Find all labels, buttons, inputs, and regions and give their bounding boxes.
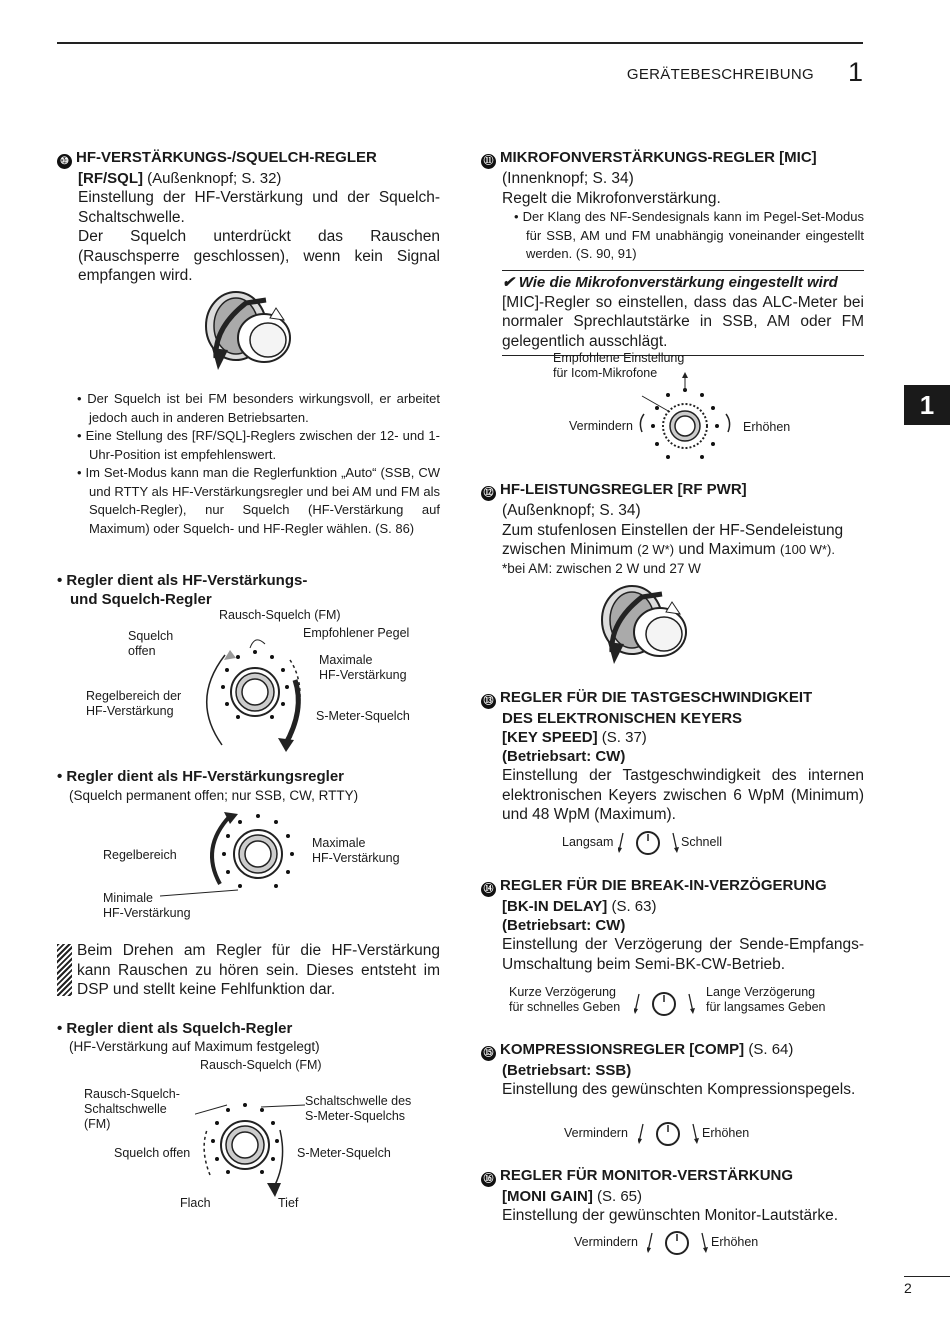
chapter-number: 1	[848, 57, 864, 87]
label-schaltschwelle: Schaltschwelle des S-Meter-Squelchs	[305, 1094, 412, 1123]
section-13-body: Einstellung der Tastgeschwindigkeit des internen elektronischen Keyers zwischen 6 WpM (Minimum) und 48 WpM (Maximum).	[502, 767, 864, 823]
section-10-subtitle: [RF/SQL] (Außenknopf; S. 32)	[78, 170, 282, 187]
paragraph: Der Squelch unterdrückt das Rauschen (Rauschsperre geschlossen), wenn kein Signal empfangen wird.	[78, 228, 440, 284]
label-regelbereich: Regelbereich der HF-Verstärkung	[86, 689, 182, 718]
key-speed-knob	[618, 829, 680, 857]
header-rule	[57, 42, 863, 44]
section-13-title3: [KEY SPEED] (S. 37)	[502, 729, 647, 746]
diagram3-heading: • Regler dient als Squelch-Regler	[57, 1020, 293, 1037]
section-12	[481, 480, 864, 578]
howto-title: ✔ Wie die Mikrofonverstärkung eingestellt wird	[502, 273, 838, 291]
page-number: 2	[904, 1280, 912, 1296]
bullet-item: • Eine Stellung des [RF/SQL]-Reglers zwischen der 12- und 1-Uhr-Position ist empfehlenswert.	[77, 428, 440, 462]
label-empfohlener-pegel: Empfohlener Pegel	[303, 626, 410, 640]
bk-in-delay-knob	[634, 990, 696, 1018]
section-14-mode: (Betriebsart: CW)	[502, 917, 626, 934]
label-schnell: Schnell	[681, 835, 722, 849]
label-regelbereich: Regelbereich	[103, 848, 177, 862]
section-12-sub: (Außenknopf; S. 34)	[502, 502, 641, 519]
label-erhoehen: Erhöhen	[743, 420, 791, 434]
section-16-title2: [MONI GAIN] (S. 65)	[502, 1188, 643, 1205]
label-rausch-squelch: Rausch-Squelch (FM)	[219, 608, 341, 622]
bullet-item: • Der Squelch ist bei FM besonders wirkungsvoll, er arbeitet jedoch auch in anderen Betriebsarten.	[77, 391, 440, 425]
knob-diagram-3	[195, 1075, 305, 1200]
label-flach: Flach	[180, 1196, 211, 1210]
howto-box	[502, 270, 864, 357]
page-rule	[904, 1276, 950, 1277]
rf-pwr-knob-illustration	[592, 582, 702, 672]
label-maximale: Maximale HF-Verstärkung	[319, 653, 407, 682]
label-squelch-offen: Squelch offen	[114, 1146, 191, 1160]
label-erhoehen: Erhöhen	[702, 1126, 750, 1140]
label-rausch-schwelle: Rausch-Squelch- Schaltschwelle (FM)	[84, 1087, 180, 1131]
label-kurze: Kurze Verzögerung für schnelles Geben	[509, 985, 621, 1014]
knob-diagram-2	[160, 808, 310, 908]
label-erhoehen: Erhöhen	[711, 1235, 759, 1249]
section-12-body2: zwischen Minimum (2 W*) und Maximum (100 W*).	[502, 541, 835, 558]
comp-knob	[638, 1120, 700, 1148]
section-title: GERÄTEBESCHREIBUNG	[626, 66, 814, 83]
number-badge: ⑯	[481, 1172, 496, 1187]
diagram3-sub: (HF-Verstärkung auf Maximum festgelegt)	[69, 1039, 320, 1054]
section-10	[57, 148, 440, 286]
section-11	[481, 148, 864, 356]
label-vermindern: Vermindern	[574, 1235, 638, 1249]
section-16	[481, 1166, 864, 1226]
section-12-title: ⑫ HF-LEISTUNGSREGLER [RF PWR]	[481, 480, 864, 501]
section-11-title: ⑪ MIKROFONVERSTÄRKUNGS-REGLER [MIC]	[481, 148, 864, 169]
label-langsam: Langsam	[562, 835, 614, 849]
label-s-meter-squelch: S-Meter-Squelch	[297, 1146, 391, 1160]
note-text: Beim Drehen am Regler für die HF-Verstärkung kann Rauschen zu hören sein. Dieses entsteht im DSP und stellt keine Fehlfunktion dar.	[77, 942, 440, 998]
number-badge: ⑬	[481, 694, 496, 709]
label-tief: Tief	[278, 1196, 299, 1210]
section-12-body1: Zum stufenlosen Einstellen der HF-Sendeleistung	[502, 521, 844, 539]
section-10-body	[57, 188, 440, 286]
number-badge: ⑭	[481, 882, 496, 897]
label-empfohlene: Empfohlene Einstellung für Icom-Mikrofone	[553, 351, 685, 380]
label-vermindern: Vermindern	[564, 1126, 628, 1140]
section-14	[481, 876, 864, 974]
label-maximale: Maximale HF-Verstärkung	[312, 836, 400, 865]
section-13-title2: DES ELEKTRONISCHEN KEYERS	[502, 710, 743, 727]
section-15-body: Einstellung des gewünschten Kompressionspegels.	[502, 1081, 856, 1098]
diagram2-sub: (Squelch permanent offen; nur SSB, CW, RTTY)	[69, 788, 359, 803]
number-badge: ⑪	[481, 154, 496, 169]
label-vermindern: Vermindern	[569, 419, 633, 433]
section-14-title: ⑭ REGLER FÜR DIE BREAK-IN-VERZÖGERUNG	[481, 876, 864, 897]
moni-gain-knob	[647, 1229, 709, 1257]
diagram1-heading: • Regler dient als HF-Verstärkungs- und Squelch-Regler	[57, 572, 308, 608]
section-14-body: Einstellung der Verzögerung der Sende-Empfangs-Umschaltung beim Semi-BK-CW-Betrieb.	[502, 936, 864, 973]
label-lange: Lange Verzögerung für langsames Geben	[706, 985, 826, 1014]
section-16-title: ⑯ REGLER FÜR MONITOR-VERSTÄRKUNG	[481, 1166, 864, 1187]
howto-body: [MIC]-Regler so einstellen, dass das ALC-Meter bei normaler Sprechlautstärke in SSB, AM oder FM gelegentlich ausschlägt.	[502, 293, 864, 350]
section-11-sub: (Innenknopf; S. 34)	[502, 170, 634, 187]
label-s-meter-squelch: S-Meter-Squelch	[316, 709, 410, 723]
section-10-title: ⑩ HF-VERSTÄRKUNGS-/SQUELCH-REGLER	[57, 148, 440, 169]
mic-knob-diagram	[630, 370, 740, 465]
bullet-item: • Im Set-Modus kann man die Reglerfunktion „Auto“ (SSB, CW und RTTY als HF-Verstärkungsregler und bei AM und FM als Squelch-Regler), nur Squelch (HF-Verstärkung auf Maximum) oder Squelch- und HF-Regler wählen. (S. 86)	[77, 465, 440, 536]
chapter-tab: 1	[904, 385, 950, 425]
note-icon	[57, 944, 72, 996]
number-badge: ⑮	[481, 1046, 496, 1061]
section-15	[481, 1040, 864, 1100]
section-12-foot: *bei AM: zwischen 2 W und 27 W	[502, 560, 701, 576]
number-badge: ⑫	[481, 486, 496, 501]
label-squelch-offen: Squelch offen	[128, 629, 174, 658]
section-10-bullets	[77, 390, 440, 538]
section-11-bullet: • Der Klang des NF-Sendesignals kann im Pegel-Set-Modus für SSB, AM und FM unabhängig voneinander eingestellt werden. (S. 90, 91)	[514, 209, 864, 261]
section-13	[481, 688, 864, 825]
diagram2-heading: • Regler dient als HF-Verstärkungsregler	[57, 768, 345, 785]
section-11-body: Regelt die Mikrofonverstärkung.	[502, 189, 721, 207]
section-14-title2: [BK-IN DELAY] (S. 63)	[502, 898, 657, 915]
section-15-title: ⑮ KOMPRESSIONSREGLER [COMP] (S. 64)	[481, 1040, 864, 1061]
knob-diagram-1	[190, 620, 320, 755]
label-minimale: Minimale HF-Verstärkung	[103, 891, 191, 920]
paragraph: Einstellung der HF-Verstärkung und der Squelch-Schaltschwelle.	[78, 189, 440, 226]
number-badge: ⑩	[57, 154, 72, 169]
section-13-mode: (Betriebsart: CW)	[502, 748, 626, 765]
label-rausch-squelch: Rausch-Squelch (FM)	[200, 1058, 322, 1072]
section-13-title: ⑬ REGLER FÜR DIE TASTGESCHWINDIGKEIT	[481, 688, 864, 709]
rf-sql-knob-illustration	[196, 288, 306, 378]
section-16-body: Einstellung der gewünschten Monitor-Lautstärke.	[502, 1207, 839, 1224]
section-15-mode: (Betriebsart: SSB)	[502, 1062, 632, 1079]
